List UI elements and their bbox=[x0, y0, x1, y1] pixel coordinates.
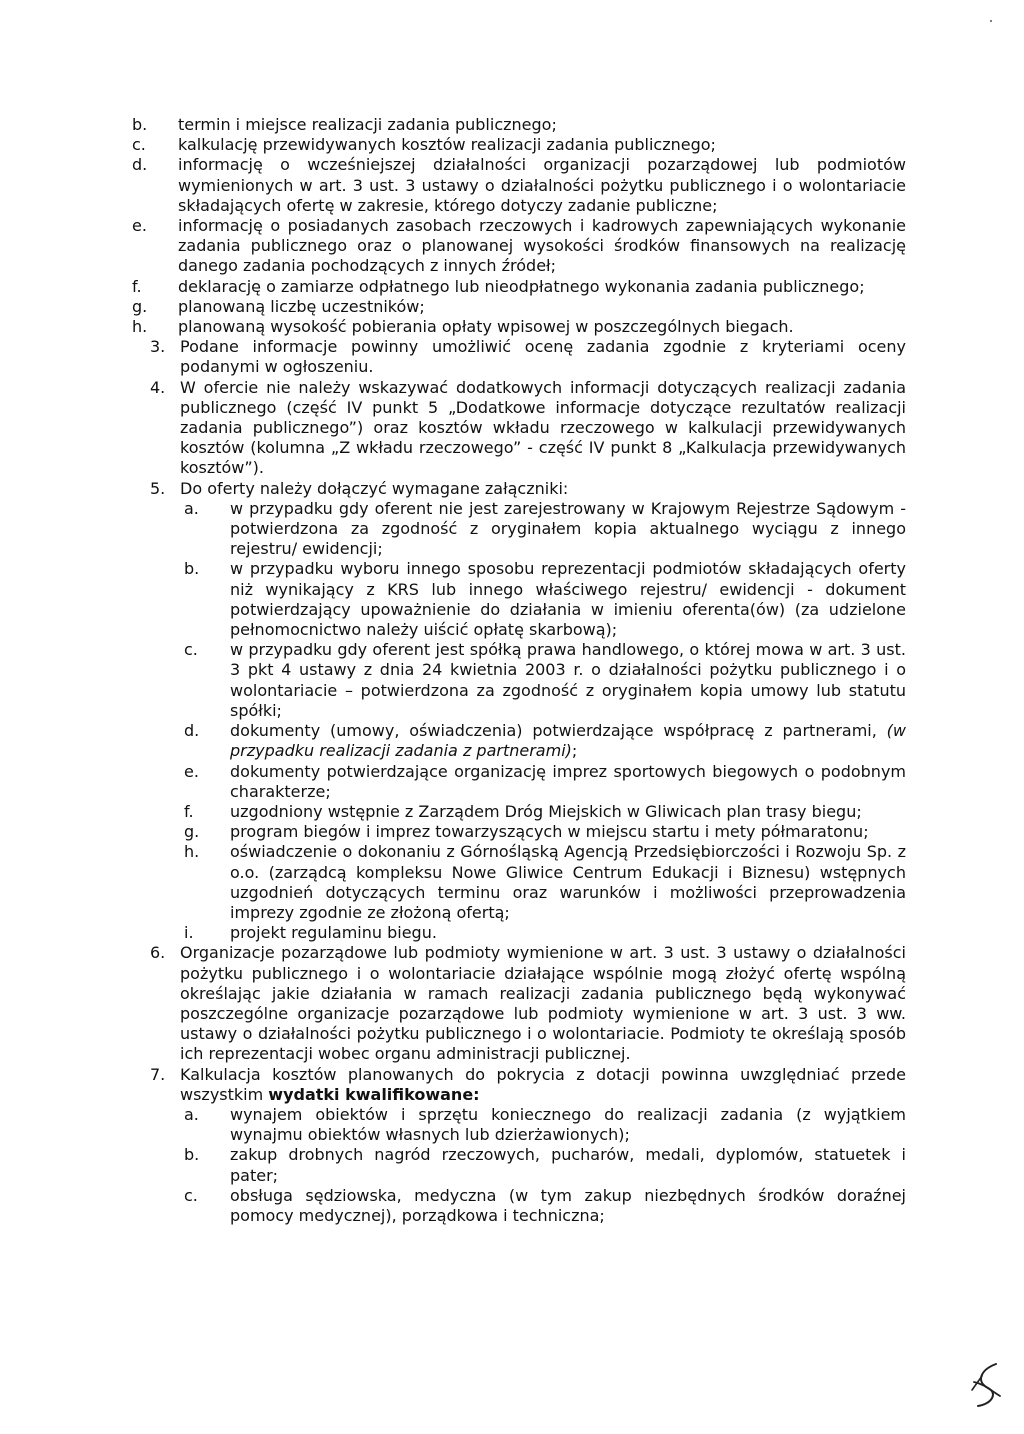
p5-item-e: e. dokumenty potwierdzające organizację imprez sportowych biegowych o podobnym charakterze; bbox=[184, 761, 906, 801]
p5-item-c: c. w przypadku gdy oferent jest spółką prawa handlowego, o której mowa w art. 3 ust. 3 pkt 4 ustawy z dnia 24 kwietnia 2003 r. o działalności pożytku publicznego i o wolontariacie – potwierdzona za zgodność z oryginałem kopia umowy lub statutu spółki; bbox=[184, 640, 906, 720]
list-item-f: f. deklarację o zamiarze odpłatnego lub nieodpłatnego wykonania zadania publicznego; bbox=[132, 276, 865, 296]
p7-item-c: c. obsługa sędziowska, medyczna (w tym zakup niezbędnych środków doraźnej pomocy medycznej), porządkowa i techniczna; bbox=[184, 1185, 906, 1225]
p5-item-d-text: dokumenty (umowy, oświadczenia) potwierdzające współpracę z partnerami, bbox=[230, 721, 877, 741]
list-item-d: d. informację o wcześniejszej działalności organizacji pozarządowej lub podmiotów wymienionych w art. 3 ust. 3 ustawy o działalności pożytku publicznego i o wolontariacie składających ofertę w zakresie, którego dotyczy zadanie publiczne; bbox=[132, 155, 906, 215]
point-6: 6. Organizacje pozarządowe lub podmioty wymienione w art. 3 ust. 3 ustawy o działalności pożytku publicznego i o wolontariacie działające wspólnie mogą złożyć ofertę wspólną określając jakie działania w ramach realizacji zadania publicznego będą wykonywać poszczególne organizacje pozarządowe lub podmioty wymienione w art. 3 ust. 3 ww. ustawy o działalności pożytku publicznego i o wolontariacie. Podmioty te określają sposób ich reprezentacji wobec organu administracji publicznej. bbox=[150, 943, 906, 1064]
p5-item-b: b. w przypadku wyboru innego sposobu reprezentacji podmiotów składających oferty niż wynikający z KRS lub innego właściwego rejestru/ ewidencji - dokument potwierdzający upoważnienie do działania w imieniu oferenta(ów) (za udzielone pełnomocnictwo należy uiścić opłatę skarbową); bbox=[184, 559, 906, 640]
document-body bbox=[132, 115, 906, 1226]
p5-item-d-tail: ; bbox=[571, 741, 578, 761]
point-4: 4. W ofercie nie należy wskazywać dodatkowych informacji dotyczących realizacji zadania publicznego (część IV punkt 5 „Dodatkowe informacje dotyczące rezultatów realizacji zadania publicznego”) oraz kosztów wkładu rzeczowego w kalkulacji przewidywanych kosztów (kolumna „Z wkładu rzeczowego” - część IV punkt 8 „Kalkulacja przewidywanych kosztów”). bbox=[150, 377, 906, 478]
p5-item-h: h. oświadczenie o dokonaniu z Górnośląską Agencją Przedsiębiorczości i Rozwoju Sp. z o.o. (zarządcą kompleksu Nowe Gliwice Centrum Edukacji i Biznesu) wstępnych uzgodnień dotyczących terminu oraz warunków i możliwości przeprowadzenia imprezy zgodnie ze złożoną ofertą; bbox=[184, 842, 906, 922]
point-3: 3. Podane informacje powinny umożliwić ocenę zadania zgodnie z kryteriami oceny podanymi w ogłoszeniu. bbox=[150, 337, 906, 377]
p5-item-d-italic: (w przypadku realizacji zadania z partnerami) bbox=[230, 721, 906, 761]
list-item-b: b. termin i miejsce realizacji zadania publicznego; bbox=[132, 115, 557, 134]
point-5: 5. Do oferty należy dołączyć wymagane załączniki: a. w przypadku gdy oferent nie jest zarejestrowany w Krajowym Rejestrze Sądowym - potwierdzona za zgodność z oryginałem kopia aktualnego wyciągu z innego rejestru/ ewidencji; b. w przypadku wyboru innego sposobu reprezentacji podmiotów składających oferty niż wynikający z KRS lub innego właściwego rejestru/ ewidencji - dokument potwierdzający upoważnienie do działania w imieniu oferenta(ów) (za udzielone pełnomocnictwo należy uiścić opłatę skarbową); c. w przypadku gdy oferent jest spółką prawa handlowego, o której mowa w art. 3 ust. 3 pkt 4 ustawy z dnia 24 kwietnia 2003 r. o działalności pożytku publicznego i o wolontariacie – potwierdzona za zgodność z oryginałem kopia umowy lub statutu spółki; d. dokumenty (umowy, oświadczenia) potwierdzające współpracę z partnerami, (w przypadku realizacji zadania z partnerami); e. dokumenty potwierdzające organizację imprez sportowych biegowych o podobnym charakterze; f. uzgodniony wstępnie z Zarządem Dróg Miejskich w Gliwicach plan trasy biegu; g. program biegów i imprez towarzyszących w miejscu startu i mety półmaratonu; h. oświadczenie o dokonaniu z Górnośląską Agencją Przedsiębiorczości i Rozwoju Sp. z o.o. (zarządcą kompleksu Nowe Gliwice Centrum Edukacji i Biznesu) wstępnych uzgodnień dotyczących terminu oraz warunków i możliwości przeprowadzenia imprezy zgodnie ze złożoną ofertą; i. projekt regulaminu biegu. bbox=[150, 478, 906, 943]
list-item-c: c. kalkulację przewidywanych kosztów realizacji zadania publicznego; bbox=[132, 135, 716, 155]
p7-item-a: a. wynajem obiektów i sprzętu koniecznego do realizacji zadania (z wyjątkiem wynajmu obiektów własnych lub dzierżawionych); bbox=[184, 1104, 906, 1145]
list-item-e: e. informację o posiadanych zasobach rzeczowych i kadrowych zapewniających wykonanie zadania publicznego oraz o planowanej wysokości środków finansowych na realizację danego zadania pochodzących z innych źródeł; bbox=[132, 216, 906, 276]
point-7-bold: wydatki kwalifikowane: bbox=[268, 1084, 480, 1104]
scan-speck bbox=[990, 20, 992, 22]
p5-item-i: i. projekt regulaminu biegu. bbox=[184, 923, 437, 943]
list-top bbox=[98, 115, 906, 337]
p5-item-f: f. uzgodniony wstępnie z Zarządem Dróg Miejskich w Gliwicach plan trasy biegu; bbox=[184, 801, 862, 821]
list-item-h: h. planowaną wysokość pobierania opłaty wpisowej w poszczególnych biegach. bbox=[132, 317, 794, 337]
p7-item-b: b. zakup drobnych nagród rzeczowych, pucharów, medali, dyplomów, statuetek i pater; bbox=[184, 1145, 906, 1185]
point-7-list bbox=[180, 1105, 906, 1226]
list-item-g: g. planowaną liczbę uczestników; bbox=[132, 296, 425, 316]
p5-item-g: g. program biegów i imprez towarzyszących w miejscu startu i mety półmaratonu; bbox=[184, 822, 869, 842]
point-7: 7. Kalkulacja kosztów planowanych do pokrycia z dotacji powinna uwzględniać przede wszystkim wydatki kwalifikowane: a. wynajem obiektów i sprzętu koniecznego do realizacji zadania (z wyjątkiem wynajmu obiektów własnych lub dzierżawionych); b. zakup drobnych nagród rzeczowych, pucharów, medali, dyplomów, statuetek i pater; c. obsługa sędziowska, medyczna (w tym zakup niezbędnych środków doraźnej pomocy medycznej), porządkowa i techniczna; bbox=[150, 1064, 906, 1225]
p5-item-a: a. w przypadku gdy oferent nie jest zarejestrowany w Krajowym Rejestrze Sądowym - potwierdzona za zgodność z oryginałem kopia aktualnego wyciągu z innego rejestru/ ewidencji; bbox=[184, 498, 906, 559]
point-7-text: Kalkulacja kosztów planowanych do pokrycia z dotacji powinna uwzględniać przede wszystkim bbox=[180, 1064, 906, 1104]
point-5-list bbox=[180, 499, 906, 943]
p5-item-d: d. dokumenty (umowy, oświadczenia) potwierdzające współpracę z partnerami, (w przypadku realizacji zadania z partnerami); bbox=[184, 721, 906, 761]
handwritten-initials bbox=[966, 1360, 1006, 1410]
